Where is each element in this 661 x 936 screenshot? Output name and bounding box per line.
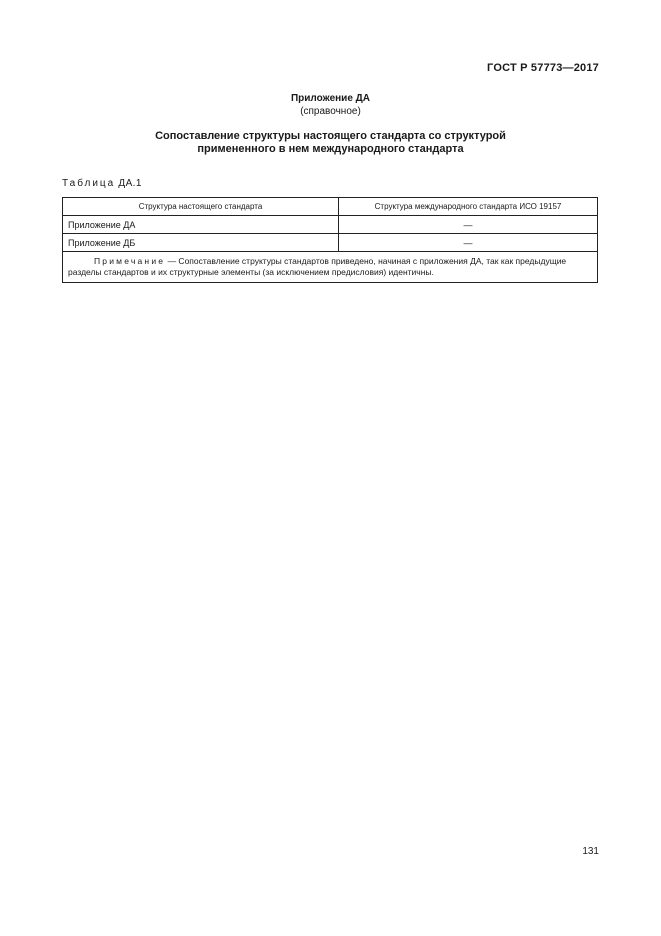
page-number: 131 (582, 846, 599, 857)
table-note (63, 252, 598, 283)
table-cell-right: — (339, 234, 598, 252)
appendix-subtitle: (справочное) (300, 106, 361, 117)
column-header-current-standard: Структура настоящего стандарта (63, 198, 339, 216)
section-heading-line-2: примененного в нем международного стандарта (197, 143, 464, 155)
appendix-title: Приложение ДА (290, 93, 371, 104)
table-cell-right: — (339, 216, 598, 234)
table-row (63, 234, 598, 252)
table-note-row (63, 252, 598, 283)
column-header-international-standard: Структура международного стандарта ИСО 19157 (339, 198, 598, 216)
note-text: — Сопоставление структуры стандартов приведено, начиная с приложения ДА, так как предыдущие разделы стандартов и их структурные элементы (за исключением предисловия) идентичны. (68, 256, 567, 277)
note-label: Примечание (94, 256, 166, 266)
appendix-header (0, 92, 661, 118)
table-row (63, 216, 598, 234)
table-header-row (63, 198, 598, 216)
table-cell-left: Приложение ДА (63, 216, 339, 234)
table-caption (62, 178, 142, 189)
comparison-table (62, 197, 598, 283)
section-heading-line-1: Сопоставление структуры настоящего стандарта со структурой (155, 130, 506, 142)
document-code: ГОСТ Р 57773—2017 (487, 62, 599, 74)
table-caption-id: ДА.1 (118, 178, 142, 189)
section-heading (0, 130, 661, 156)
table-caption-prefix: Таблица (62, 178, 116, 189)
table-cell-left: Приложение ДБ (63, 234, 339, 252)
